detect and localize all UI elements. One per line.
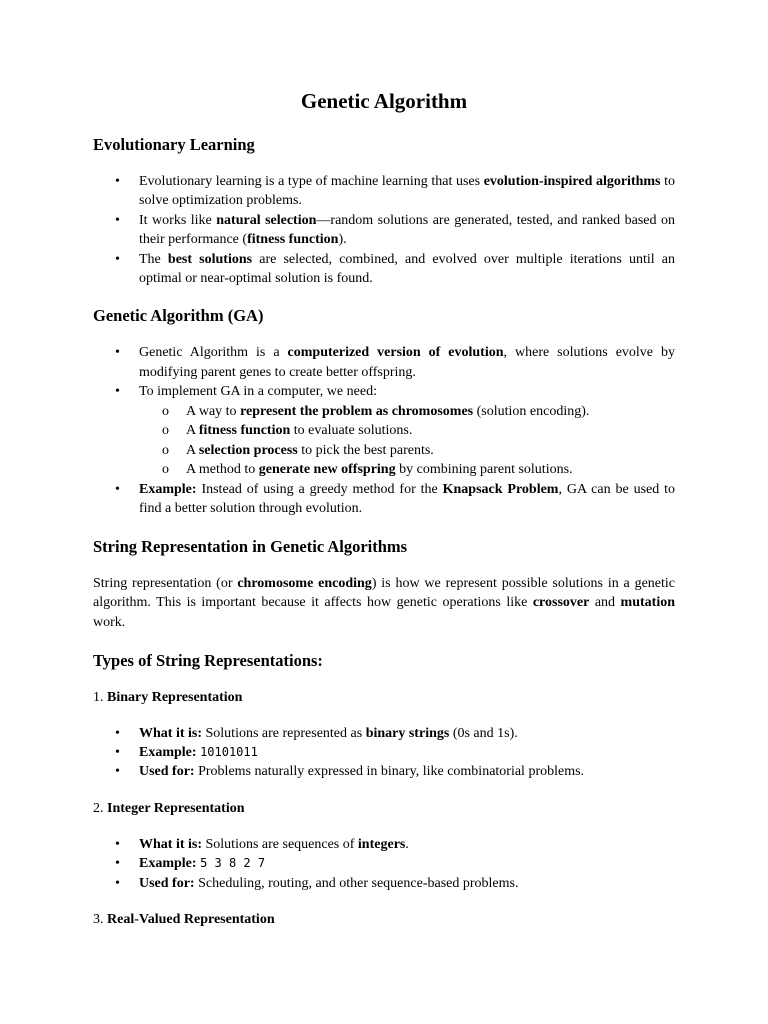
binary-list [93,724,675,782]
bullet-icon: • [115,836,120,852]
section-heading-string-representation: String Representation in Genetic Algorithms [93,536,408,556]
sub-list-item: o A selection process to pick the best parents. [93,441,675,461]
page-title: Genetic Algorithm [300,89,468,113]
list-item: • To implement GA in a computer, we need: o A way to represent the problem as chromosomes (solution encoding). o A fitness function to evaluate solutions. o A selection process to pick the best parents. o A method to generate new offspring by combining parent solutions. [93,382,675,480]
list-item: • Evolutionary learning is a type of machine learning that uses evolution-inspired algorithms to solve optimization problems. [115,174,676,209]
section-heading-types: Types of String Representations: [93,650,323,670]
bullet-icon: • [115,384,120,400]
bullet-icon: • [115,745,120,761]
evolutionary-learning-list [93,172,675,288]
subheading-integer: 2. Integer Representation [93,800,245,816]
bullet-icon: • [115,725,120,741]
sub-bullet-icon: o [162,423,169,439]
bullet-icon: • [115,174,120,189]
subheading-binary: 1. Binary Representation [93,689,243,705]
list-item: • What it is: Solutions are represented as binary strings (0s and 1s). [93,724,675,743]
list-item: • The best solutions are selected, combined, and evolved over multiple iterations until an optimal or near-optimal solution is found. [115,251,675,287]
subheading-real-valued: 3. Real-Valued Representation [93,912,275,928]
bullet-icon: • [115,764,120,780]
sub-list-item: o A way to represent the problem as chromosomes (solution encoding). [93,402,675,422]
string-representation-paragraph: String representation (or chromosome encoding) is how we represent possible solutions in a genetic algorithm. This is important because it affects how genetic operations like crossover and mutation work. [93,575,676,631]
list-item: • Example: Instead of using a greedy method for the Knapsack Problem, GA can be used to find a better solution through evolution. [115,482,675,517]
bullet-icon: • [115,875,120,891]
bullet-icon: • [115,212,120,228]
list-item: • It works like natural selection—random solutions are generated, tested, and ranked based on their performance (fitness function). [115,212,676,248]
bullet-icon: • [115,856,120,872]
sub-bullet-icon: o [162,403,169,419]
list-item: • Genetic Algorithm is a computerized version of evolution, where solutions evolve by modifying parent genes to create better offspring. [115,345,675,380]
bullet-icon: • [115,482,120,498]
ga-requirements-sublist [93,402,675,480]
bullet-icon: • [115,251,120,267]
sub-list-item: o A fitness function to evaluate solutions. [93,421,675,441]
section-heading-evolutionary-learning: Evolutionary Learning [93,135,255,154]
integer-list [93,835,675,893]
list-item: • Used for: Problems naturally expressed in binary, like combinatorial problems. [93,762,675,781]
sub-bullet-icon: o [162,442,169,458]
sub-bullet-icon: o [162,462,169,478]
bullet-icon: • [115,345,120,361]
sub-list-item: o A method to generate new offspring by combining parent solutions. [93,460,675,480]
list-item: • Example: 10101011 [93,743,675,762]
genetic-algorithm-list [93,343,675,518]
list-item: • Example: 5 3 8 2 7 [93,854,675,873]
section-heading-genetic-algorithm: Genetic Algorithm (GA) [93,306,264,326]
list-item: • Used for: Scheduling, routing, and other sequence-based problems. [93,874,675,893]
list-item: • What it is: Solutions are sequences of integers. [93,835,675,854]
